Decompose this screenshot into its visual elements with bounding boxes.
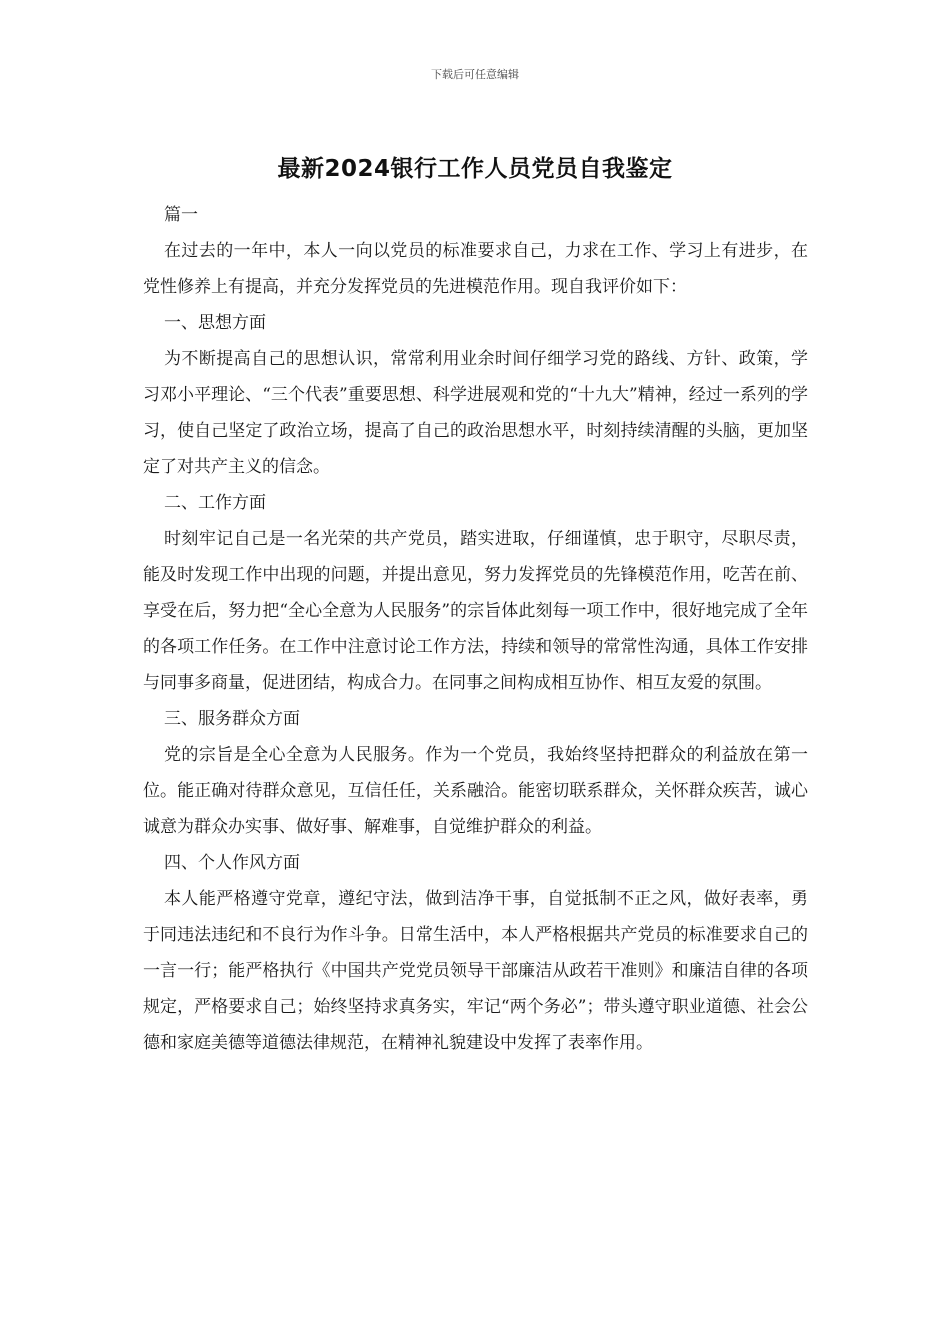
header-note: 下载后可任意编辑 xyxy=(431,68,519,81)
section-heading: 二、工作方面 xyxy=(164,493,266,513)
document-title: 最新2024银行工作人员党员自我鉴定 xyxy=(277,156,673,182)
section-heading: 三、服务群众方面 xyxy=(164,709,300,729)
section-heading: 四、个人作风方面 xyxy=(164,853,300,873)
document-body xyxy=(143,197,808,1061)
body-paragraph: 时刻牢记自己是一名光荣的共产党员，踏实进取，仔细谨慎，忠于职守，尽职尽责，能及时发现工作中出现的问题，并提出意见，努力发挥党员的先锋模范作用，吃苦在前、享受在后，努力把“全心全意为人民服务”的宗旨体此刻每一项工作中，很好地完成了全年的各项工作任务。在工作中注意讨论工作方法，持续和领导的常常性沟通，具体工作安排与同事多商量，促进团结，构成合力。在同事之间构成相互协作、相互友爱的氛围。 xyxy=(143,529,808,693)
section-label: 篇一 xyxy=(164,205,198,225)
body-paragraph: 在过去的一年中，本人一向以党员的标准要求自己，力求在工作、学习上有进步，在党性修养上有提高，并充分发挥党员的先进模范作用。现自我评价如下： xyxy=(143,241,808,297)
body-paragraph: 本人能严格遵守党章，遵纪守法，做到洁净干事，自觉抵制不正之风，做好表率，勇于同违法违纪和不良行为作斗争。日常生活中，本人严格根据共产党员的标准要求自己的一言一行；能严格执行《中国共产党党员领导干部廉洁从政若干准则》和廉洁自律的各项规定，严格要求自己；始终坚持求真务实，牢记“两个务必”；带头遵守职业道德、社会公德和家庭美德等道德法律规范，在精神礼貌建设中发挥了表率作用。 xyxy=(143,889,808,1053)
body-paragraph: 党的宗旨是全心全意为人民服务。作为一个党员，我始终坚持把群众的利益放在第一位。能正确对待群众意见，互信任任，关系融洽。能密切联系群众，关怀群众疾苦，诚心诚意为群众办实事、做好事、解难事，自觉维护群众的利益。 xyxy=(143,745,808,837)
body-paragraph: 为不断提高自己的思想认识，常常利用业余时间仔细学习党的路线、方针、政策，学习邓小平理论、“三个代表”重要思想、科学进展观和党的“十九大”精神，经过一系列的学习，使自己坚定了政治立场，提高了自己的政治思想水平，时刻持续清醒的头脑，更加坚定了对共产主义的信念。 xyxy=(143,349,808,477)
section-heading: 一、思想方面 xyxy=(164,313,266,333)
